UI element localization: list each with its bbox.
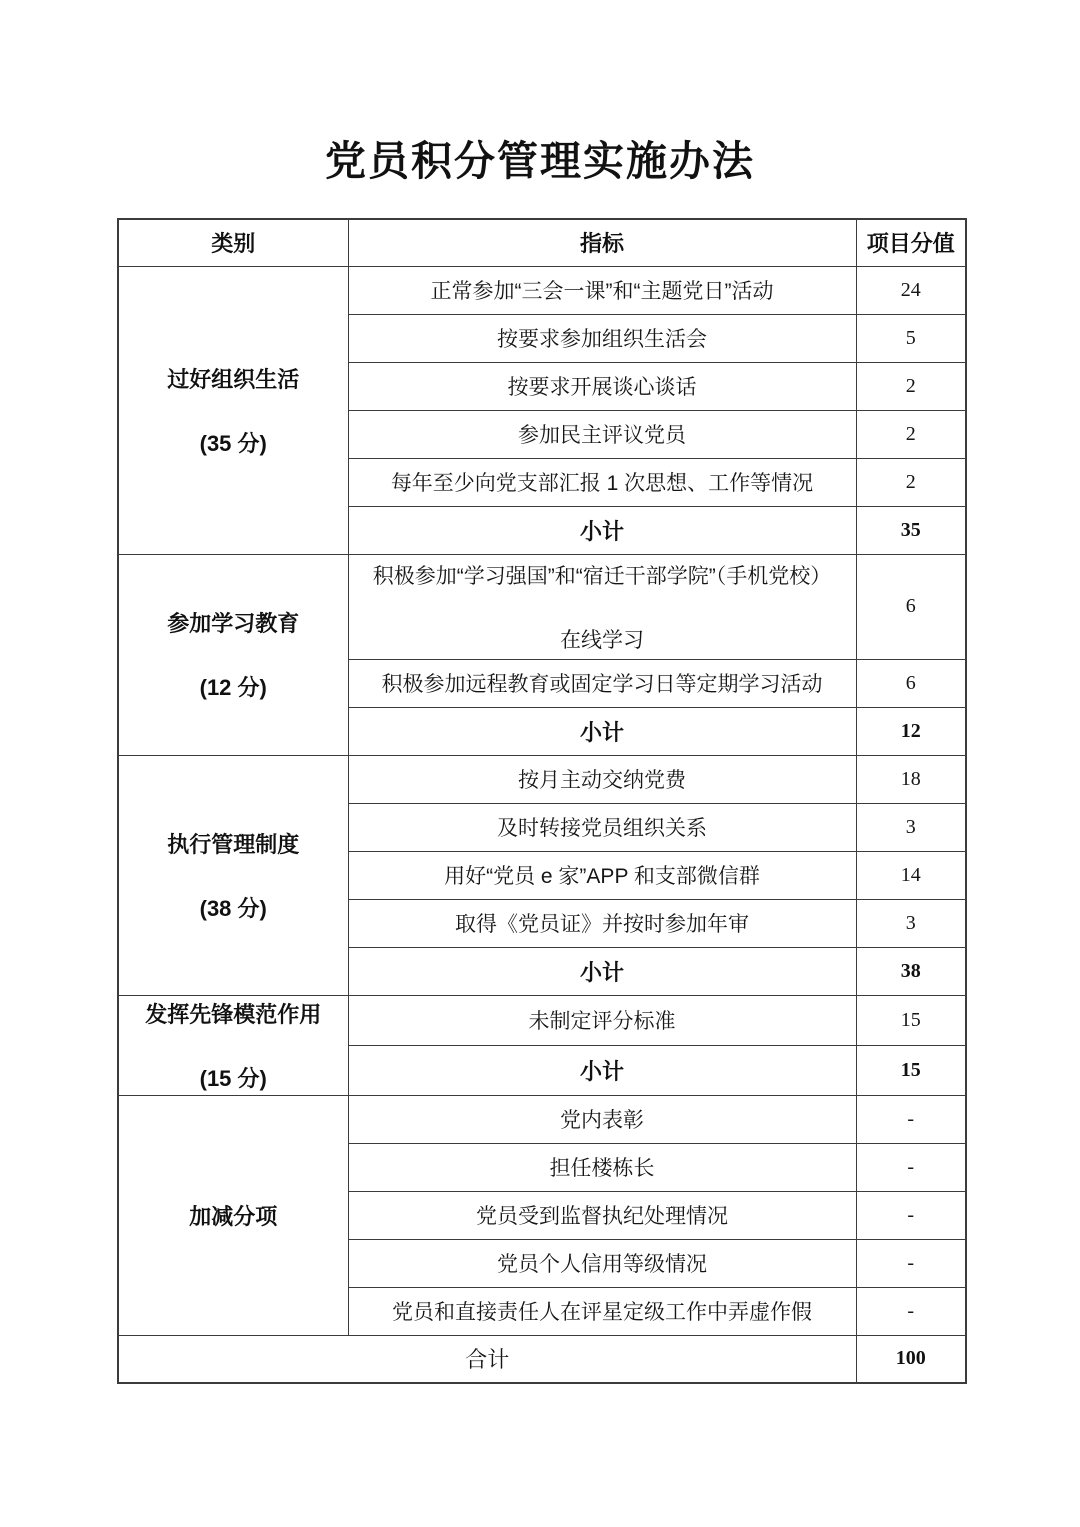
indicator-text: 党内表彰 <box>560 1109 644 1132</box>
indicator-cell <box>348 659 856 707</box>
indicator-cell <box>348 755 856 803</box>
subtotal-label-cell <box>348 707 856 755</box>
score-cell: 14 <box>856 851 966 899</box>
indicator-text: 积极参加“学习强国”和“宿迁干部学院”（手机党校） <box>372 564 832 588</box>
indicator-cell <box>348 266 856 314</box>
score-cell: - <box>856 1191 966 1239</box>
indicator-text: 及时转接党员组织关系 <box>497 817 707 840</box>
indicator-text: 小计 <box>579 959 624 985</box>
indicator-cell <box>348 458 856 506</box>
indicator-text: 担任楼栋长 <box>549 1157 655 1180</box>
category-cell <box>118 995 348 1095</box>
indicator-text: 未制定评分标准 <box>528 1010 676 1033</box>
header-score: 项目分值 <box>856 219 966 266</box>
score-cell: 3 <box>856 803 966 851</box>
category-label: 执行管理制度 <box>167 831 300 857</box>
category-label: 过好组织生活 <box>167 366 300 392</box>
score-cell: 2 <box>856 410 966 458</box>
indicator-cell <box>348 1095 856 1143</box>
indicator-text: 在线学习 <box>560 628 644 652</box>
total-row <box>118 1335 966 1383</box>
header-category: 类别 <box>118 219 348 266</box>
indicator-text: 小计 <box>579 1058 624 1084</box>
header-row <box>118 219 966 266</box>
indicator-cell <box>348 362 856 410</box>
subtotal-score-cell: 15 <box>856 1045 966 1095</box>
indicator-cell <box>348 410 856 458</box>
indicator-cell <box>348 1287 856 1335</box>
indicator-text: 每年至少向党支部汇报 1 次思想、工作等情况 <box>390 472 814 495</box>
table-row <box>118 266 966 314</box>
table-row <box>118 755 966 803</box>
indicator-text: 按月主动交纳党费 <box>518 769 686 792</box>
table-row <box>118 995 966 1045</box>
score-cell: 24 <box>856 266 966 314</box>
indicator-cell <box>348 554 856 659</box>
score-cell: 5 <box>856 314 966 362</box>
indicator-text: 用好“党员 e 家”APP 和支部微信群 <box>444 865 760 888</box>
indicator-text: 党员受到监督执纪处理情况 <box>476 1205 728 1228</box>
subtotal-label-cell <box>348 506 856 554</box>
indicator-cell <box>348 851 856 899</box>
score-table <box>117 218 967 1384</box>
page-title: 党员积分管理实施办法 <box>325 138 755 184</box>
category-label: 加减分项 <box>189 1203 278 1229</box>
score-cell: 2 <box>856 458 966 506</box>
header-indicator: 指标 <box>348 219 856 266</box>
category-label: (38 分) <box>199 895 267 921</box>
total-score-cell: 100 <box>856 1335 966 1383</box>
indicator-text: 参加民主评议党员 <box>518 424 686 447</box>
category-cell <box>118 554 348 755</box>
indicator-cell <box>348 314 856 362</box>
table-row <box>118 1095 966 1143</box>
indicator-text: 党员和直接责任人在评星定级工作中弄虚作假 <box>392 1301 812 1324</box>
total-label-cell: 合计 <box>118 1335 856 1383</box>
indicator-cell <box>348 1239 856 1287</box>
category-cell <box>118 1095 348 1335</box>
table-row <box>118 554 966 659</box>
indicator-text: 取得《党员证》并按时参加年审 <box>455 913 749 936</box>
category-cell <box>118 755 348 995</box>
score-cell: - <box>856 1143 966 1191</box>
score-cell: 3 <box>856 899 966 947</box>
indicator-cell <box>348 1191 856 1239</box>
category-cell <box>118 266 348 554</box>
subtotal-score-cell: 38 <box>856 947 966 995</box>
category-label: 发挥先锋模范作用 <box>145 1001 322 1027</box>
indicator-text: 小计 <box>579 719 624 745</box>
category-label: (12 分) <box>199 675 267 700</box>
score-cell: 18 <box>856 755 966 803</box>
score-cell: 15 <box>856 995 966 1045</box>
indicator-cell <box>348 803 856 851</box>
indicator-text: 按要求开展谈心谈话 <box>507 376 697 399</box>
subtotal-score-cell: 35 <box>856 506 966 554</box>
category-label: (35 分) <box>199 430 267 456</box>
score-cell: - <box>856 1095 966 1143</box>
score-cell: - <box>856 1239 966 1287</box>
indicator-cell <box>348 1143 856 1191</box>
category-label: 参加学习教育 <box>167 611 300 636</box>
indicator-text: 积极参加远程教育或固定学习日等定期学习活动 <box>381 673 823 696</box>
indicator-text: 正常参加“三会一课”和“主题党日”活动 <box>430 280 774 303</box>
indicator-text: 按要求参加组织生活会 <box>497 328 707 351</box>
table-header <box>118 219 966 266</box>
subtotal-label-cell <box>348 1045 856 1095</box>
category-label: (15 分) <box>199 1065 267 1091</box>
score-cell: 6 <box>856 659 966 707</box>
indicator-text: 小计 <box>579 518 624 544</box>
table-body <box>118 266 966 1383</box>
indicator-cell <box>348 995 856 1045</box>
subtotal-label-cell <box>348 947 856 995</box>
score-cell: 6 <box>856 554 966 659</box>
score-cell: - <box>856 1287 966 1335</box>
score-cell: 2 <box>856 362 966 410</box>
indicator-text: 党员个人信用等级情况 <box>497 1253 707 1276</box>
subtotal-score-cell: 12 <box>856 707 966 755</box>
indicator-cell <box>348 899 856 947</box>
